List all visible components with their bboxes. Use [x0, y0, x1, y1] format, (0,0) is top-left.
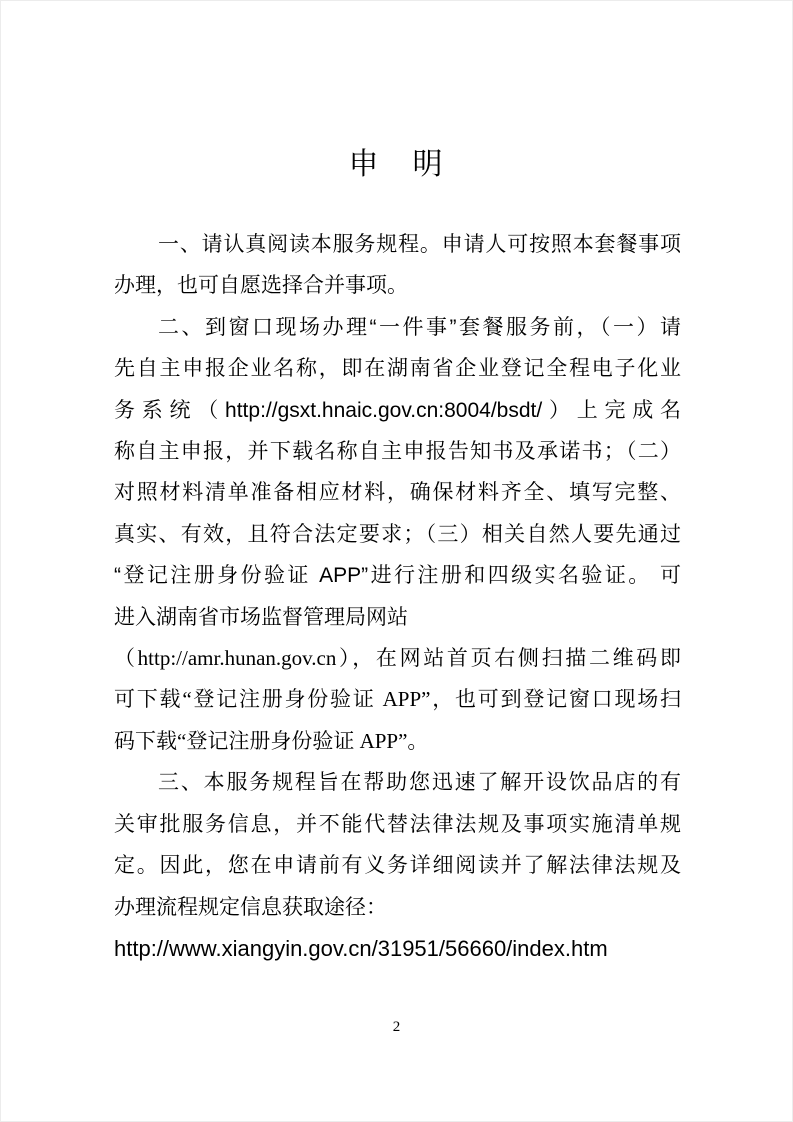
text-line: 真实、有效，且符合法定要求；（三）相关自然人要先通过 [114, 522, 681, 546]
text-line-mixed-font [114, 555, 681, 596]
text-line-with-url: （http://amr.hunan.gov.cn），在网站首页右侧扫描二维码即 [114, 646, 681, 671]
text-line: 一、请认真阅读本服务规程。申请人可按照本套餐事项 [158, 233, 681, 256]
text-line: 进入湖南省市场监督管理局网站 [114, 604, 408, 629]
text-line: 对照材料清单准备相应材料，确保材料齐全、填写完整、 [114, 481, 681, 505]
text-line: 定。因此，您在申请前有义务详细阅读并了解法律法规及 [114, 854, 681, 878]
text-line: 称自主申报，并下载名称自主申报告知书及承诺书；（二） [114, 440, 681, 464]
text-line: 三、本服务规程旨在帮助您迅速了解开设饮品店的有 [158, 771, 681, 795]
text-line: 二、到窗口现场办理“一件事”套餐服务前，（一）请 [158, 315, 681, 339]
text-line: 先自主申报企业名称，即在湖南省企业登记全程电子化业 [114, 357, 681, 381]
page-number: 2 [392, 1019, 401, 1035]
url-text: http://www.xiangyin.gov.cn/31951/56660/index.htm [114, 935, 608, 961]
text-line-with-url: 务系统（http://gsxt.hnaic.gov.cn:8004/bsdt/）上完成名 [114, 398, 681, 422]
text-line: 办理，也可自愿选择合并事项。 [114, 274, 408, 298]
page-title: 申 明 [348, 148, 445, 181]
text-line: 关审批服务信息，并不能代替法律法规及事项实施清单规 [114, 812, 681, 836]
text-segment: “登记注册身份验证 APP”进行注册和四级实名验证。 [114, 564, 652, 588]
document-body [114, 224, 681, 969]
text-line: 码下载“登记注册身份验证 APP”。 [114, 728, 429, 753]
text-segment: 可 [660, 563, 681, 588]
text-line: 办理流程规定信息获取途径： [114, 895, 387, 919]
text-line: 可下载“登记注册身份验证 APP”，也可到登记窗口现场扫 [114, 687, 681, 712]
